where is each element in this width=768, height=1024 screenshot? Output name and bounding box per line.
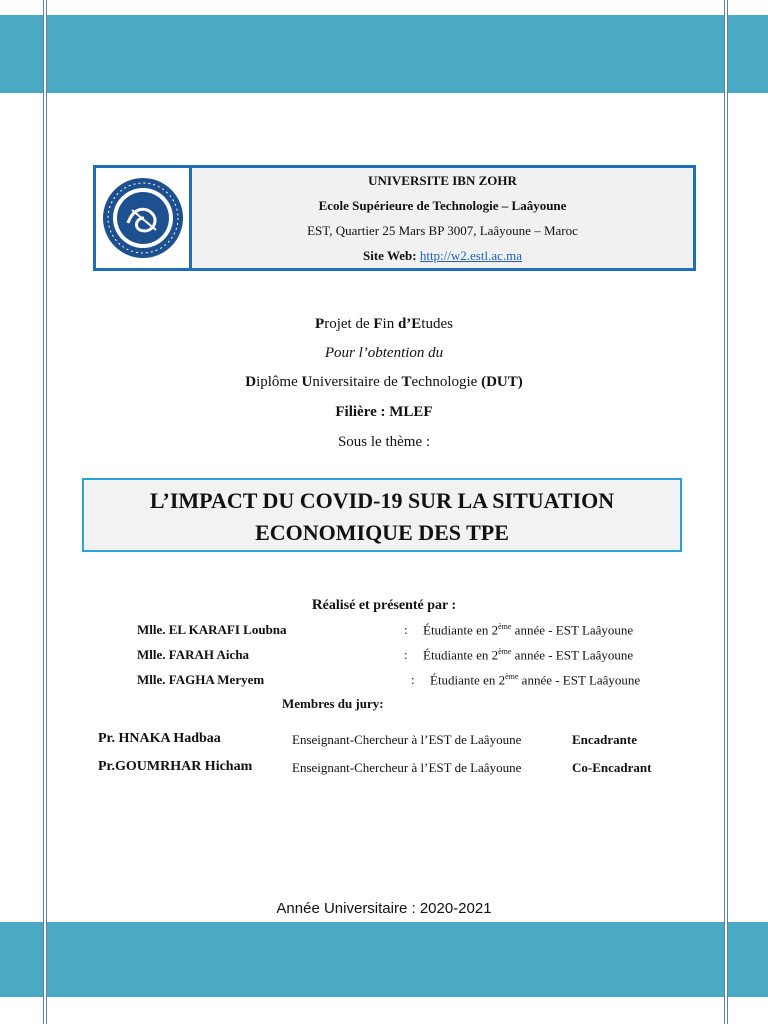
university-logo-icon bbox=[96, 168, 189, 268]
university-name: UNIVERSITE IBN ZOHR bbox=[368, 173, 517, 188]
author-separator: : bbox=[411, 672, 415, 687]
jury-heading: Membres du jury: bbox=[282, 696, 384, 711]
authors-heading: Réalisé et présenté par : bbox=[311, 597, 457, 613]
right-page-rule bbox=[724, 0, 728, 1024]
diploma-line: Diplôme Universitaire de Technologie (DUT) bbox=[245, 374, 523, 390]
school-address: EST, Quartier 25 Mars BP 3007, Laâyoune – Maroc bbox=[307, 223, 578, 238]
author-name: Mlle. FARAH Aicha bbox=[137, 647, 250, 662]
jury-member-name: Pr. HNAKA Hadbaa bbox=[98, 731, 221, 746]
author-name: Mlle. FAGHA Meryem bbox=[137, 672, 265, 687]
school-name: Ecole Supérieure de Technologie – Laâyoune bbox=[318, 198, 567, 213]
project-purpose-line: Pour l’obtention du bbox=[324, 345, 444, 361]
author-separator: : bbox=[404, 647, 408, 662]
jury-member-role: Encadrante bbox=[572, 732, 637, 747]
top-banner bbox=[0, 15, 768, 93]
university-header-box bbox=[93, 165, 696, 271]
website-label: Site Web: bbox=[363, 248, 417, 263]
author-name: Mlle. EL KARAFI Loubna bbox=[137, 622, 287, 637]
theme-intro: Sous le thème : bbox=[337, 434, 431, 450]
jury-member-name: Pr.GOUMRHAR Hicham bbox=[98, 759, 253, 774]
jury-member-role: Co-Encadrant bbox=[572, 760, 652, 775]
project-title-line: Projet de Fin d’Etudes bbox=[315, 316, 453, 332]
university-info bbox=[192, 168, 693, 268]
jury-member-position: Enseignant-Chercheur à l’EST de Laâyoune bbox=[292, 760, 522, 775]
thesis-title-box bbox=[82, 478, 682, 552]
thesis-title-line-1: L’IMPACT DU COVID-19 SUR LA SITUATION bbox=[149, 488, 615, 513]
author-role: Étudiante en 2ème année - EST Laâyoune bbox=[423, 622, 634, 638]
academic-year: Année Universitaire : 2020-2021 bbox=[276, 900, 492, 917]
website-link[interactable]: http://w2.estl.ac.ma bbox=[419, 248, 522, 263]
thesis-title-line-2: ECONOMIQUE DES TPE bbox=[255, 520, 509, 545]
filiere-line: Filière : MLEF bbox=[335, 404, 433, 420]
bottom-banner bbox=[0, 922, 768, 997]
left-page-rule bbox=[43, 0, 47, 1024]
author-role: Étudiante en 2ème année - EST Laâyoune bbox=[430, 672, 641, 688]
university-logo-cell bbox=[96, 168, 192, 268]
author-role: Étudiante en 2ème année - EST Laâyoune bbox=[423, 647, 634, 663]
author-separator: : bbox=[404, 622, 408, 637]
website-line bbox=[192, 243, 693, 268]
jury-member-position: Enseignant-Chercheur à l’EST de Laâyoune bbox=[292, 732, 522, 747]
